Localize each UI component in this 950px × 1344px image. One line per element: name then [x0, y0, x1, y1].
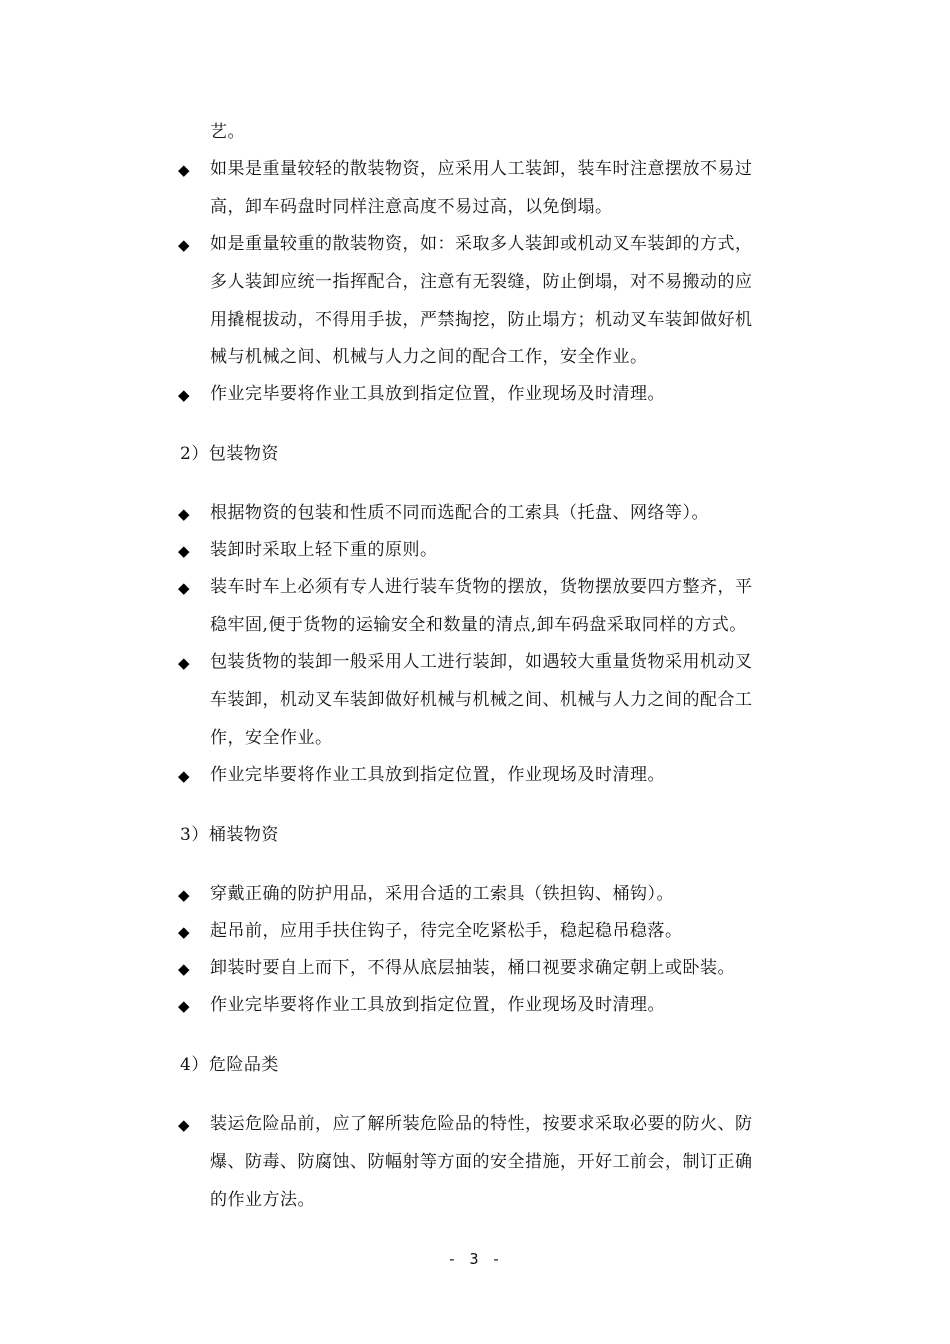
bullet-icon: ◆ [178, 542, 190, 560]
bullet-icon: ◆ [178, 161, 190, 179]
bullet-icon: ◆ [178, 505, 190, 523]
bullet-icon: ◆ [178, 386, 190, 404]
bullet-icon: ◆ [178, 923, 190, 941]
list-item-line: 起吊前，应用手扶住钩子，待完全吃紧松手，稳起稳吊稳落。 [210, 921, 683, 941]
list-item-line: 爆、防毒、防腐蚀、防幅射等方面的安全措施，开好工前会，制订正确 [210, 1152, 753, 1172]
list-item-line: 械与机械之间、机械与人力之间的配合工作，安全作业。 [210, 347, 648, 367]
list-item-line: 包装货物的装卸一般采用人工进行装卸，如遇较大重量货物采用机动叉 [210, 652, 753, 672]
bullet-icon: ◆ [178, 997, 190, 1015]
list-item-line: 如果是重量较轻的散装物资，应采用人工装卸，装车时注意摆放不易过 [210, 159, 753, 179]
list-item-line: 穿戴正确的防护用品，采用合适的工索具（铁担钩、桶钩）。 [210, 884, 674, 904]
list-item-line: 作业完毕要将作业工具放到指定位置，作业现场及时清理。 [210, 995, 665, 1015]
section-heading: 3）桶装物资 [180, 825, 279, 845]
list-item-line: 装车时车上必须有专人进行装车货物的摆放，货物摆放要四方整齐，平 [210, 577, 753, 597]
section-heading: 2）包装物资 [180, 444, 279, 464]
list-item-line: 稳牢固,便于货物的运输安全和数量的清点,卸车码盘采取同样的方式。 [210, 615, 747, 635]
intro-line: 艺。 [210, 122, 245, 142]
section-heading: 4）危险品类 [180, 1055, 279, 1075]
list-item-line: 装运危险品前，应了解所装危险品的特性，按要求采取必要的防火、防 [210, 1114, 753, 1134]
list-item-line: 作，安全作业。 [210, 728, 333, 748]
page-number: - 3 - [447, 1250, 503, 1268]
bullet-icon: ◆ [178, 960, 190, 978]
list-item-line: 作业完毕要将作业工具放到指定位置，作业现场及时清理。 [210, 384, 665, 404]
list-item-line: 的作业方法。 [210, 1190, 315, 1210]
bullet-icon: ◆ [178, 236, 190, 254]
bullet-icon: ◆ [178, 886, 190, 904]
list-item-line: 多人装卸应统一指挥配合，注意有无裂缝，防止倒塌，对不易搬动的应 [210, 272, 753, 292]
list-item-line: 卸装时要自上而下，不得从底层抽装，桶口视要求确定朝上或卧装。 [210, 958, 735, 978]
list-item-line: 根据物资的包装和性质不同而选配合的工索具（托盘、网络等）。 [210, 503, 709, 523]
list-item-line: 用撬棍拔动，不得用手拔，严禁掏挖，防止塌方；机动叉车装卸做好机 [210, 310, 753, 330]
bullet-icon: ◆ [178, 654, 190, 672]
list-item-line: 车装卸，机动叉车装卸做好机械与机械之间、机械与人力之间的配合工 [210, 690, 753, 710]
list-item-line: 作业完毕要将作业工具放到指定位置，作业现场及时清理。 [210, 765, 665, 785]
bullet-icon: ◆ [178, 1116, 190, 1134]
list-item-line: 高，卸车码盘时同样注意高度不易过高，以免倒塌。 [210, 197, 613, 217]
list-item-line: 如是重量较重的散装物资，如：采取多人装卸或机动叉车装卸的方式， [210, 234, 753, 254]
list-item-line: 装卸时采取上轻下重的原则。 [210, 540, 438, 560]
bullet-icon: ◆ [178, 579, 190, 597]
bullet-icon: ◆ [178, 767, 190, 785]
